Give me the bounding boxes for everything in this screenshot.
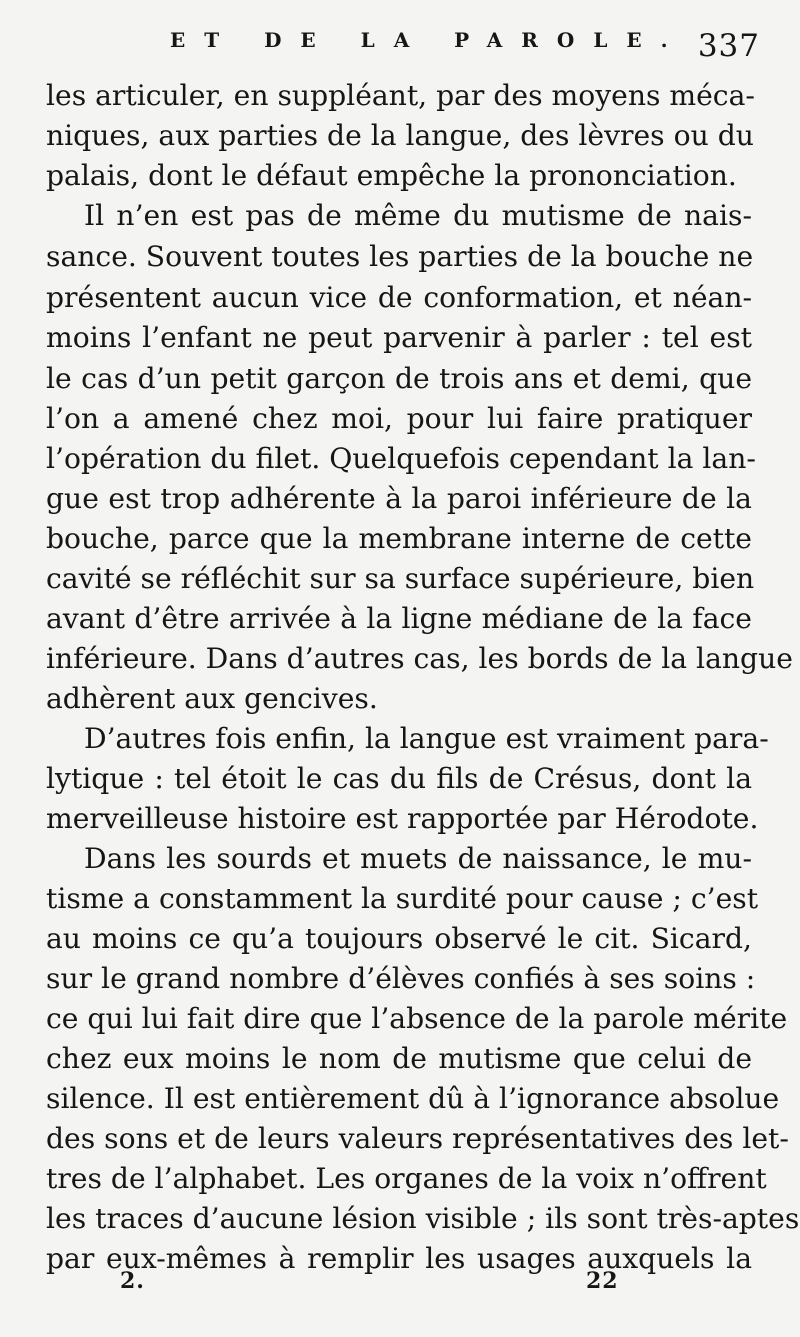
text-line: par eux-mêmes à remplir les usages auxquels la (46, 1242, 752, 1275)
text-line: le cas d’un petit garçon de trois ans et demi, que (46, 362, 752, 395)
text-line: présentent aucun vice de conformation, et néan- (46, 281, 752, 314)
page-number: 337 (697, 28, 760, 64)
text-line: ce qui lui fait dire que l’absence de la parole mérite (46, 1002, 788, 1035)
text-line: silence. Il est entièrement dû à l’ignorance absolue (46, 1082, 780, 1115)
text-line: bouche, parce que la membrane interne de cette (46, 522, 752, 555)
text-line: avant d’être arrivée à la ligne médiane de la face (46, 602, 752, 635)
text-line: les articuler, en suppléant, par des moyens méca- (46, 79, 755, 112)
text-line: adhèrent aux gencives. (46, 682, 378, 715)
text-line: Il n’en est pas de même du mutisme de nais- (84, 199, 752, 232)
text-line: merveilleuse histoire est rapportée par Hérodote. (46, 802, 759, 835)
text-line: gue est trop adhérente à la paroi inférieure de la (46, 482, 752, 515)
text-line: D’autres fois enfin, la langue est vraiment para- (84, 722, 769, 755)
text-line: cavité se réfléchit sur sa surface supérieure, bien (46, 562, 755, 595)
text-line: inférieure. Dans d’autres cas, les bords de la langue (46, 642, 793, 675)
text-line: sance. Souvent toutes les parties de la bouche ne (46, 240, 754, 273)
text-line: lytique : tel étoit le cas du fils de Crésus, dont la (46, 762, 752, 795)
text-line: palais, dont le défaut empêche la prononciation. (46, 159, 737, 192)
text-line: des sons et de leurs valeurs représentatives des let- (46, 1122, 789, 1155)
text-line: tisme a constamment la surdité pour cause ; c’est (46, 882, 759, 915)
text-line: Dans les sourds et muets de naissance, le mu- (84, 842, 752, 875)
text-line: sur le grand nombre d’élèves confiés à ses soins : (46, 962, 756, 995)
text-line: l’opération du filet. Quelquefois cependant la lan- (46, 442, 756, 475)
text-line: au moins ce qu’a toujours observé le cit. Sicard, (46, 922, 752, 955)
text-line: niques, aux parties de la langue, des lèvres ou du (46, 119, 754, 152)
text-line: les traces d’aucune lésion visible ; ils sont très-aptes (46, 1202, 800, 1235)
text-line: tres de l’alphabet. Les organes de la voix n’offrent (46, 1162, 767, 1195)
gathering-number: 22 (586, 1268, 619, 1294)
text-line: l’on a amené chez moi, pour lui faire pratiquer (46, 402, 752, 435)
text-line: chez eux moins le nom de mutisme que celui de (46, 1042, 752, 1075)
running-title: ET DE LA PAROLE. (170, 28, 687, 52)
signature-mark: 2. (120, 1268, 145, 1294)
text-line: moins l’enfant ne peut parvenir à parler : tel est (46, 321, 752, 354)
